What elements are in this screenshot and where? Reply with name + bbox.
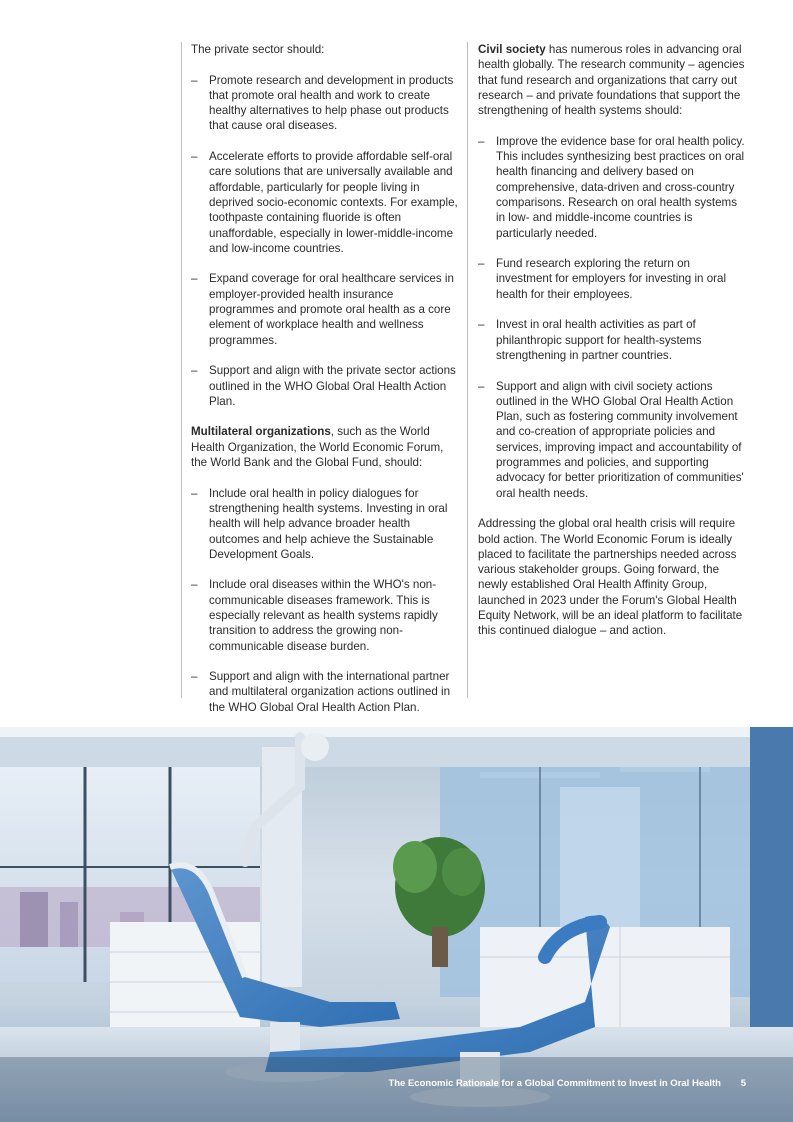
dash-marker: –: [191, 486, 198, 500]
list-item: – Fund research exploring the return on investment for employers for investing in oral health for their employees.: [478, 257, 727, 301]
list-item: – Support and align with the international partner and multilateral organization actions outlined in the WHO Global Oral Health Action Plan.: [191, 670, 451, 714]
civil-society-list: [478, 134, 745, 501]
right-column: [469, 42, 745, 654]
page-footer: [0, 1076, 793, 1094]
dash-marker: –: [478, 379, 485, 393]
dash-marker: –: [191, 364, 198, 378]
private-sector-list: [191, 73, 459, 410]
page-number: 5: [740, 1078, 746, 1089]
footer-report-title: The Economic Rationale for a Global Commitment to Invest in Oral Health: [388, 1078, 721, 1089]
list-item: – Improve the evidence base for oral health policy. This includes synthesizing best practices on oral health financing and delivery based on comprehensive, data-driven and cross-country comparisons. Research on oral health systems in low- and middle-income countries is particularly needed.: [478, 134, 745, 240]
civil-society-lead: Civil society: [478, 43, 546, 56]
dash-marker: –: [478, 318, 485, 332]
list-item: – Include oral health in policy dialogues for strengthening health systems. Investing in oral health will help advance broader health outcomes and help achieve the Sustainable Development Goals.: [191, 486, 448, 561]
dash-marker: –: [191, 73, 198, 87]
list-item: – Accelerate efforts to provide affordable self-oral care solutions that are universally available and affordable, particularly for people living in deprived socio-economic contexts. For example, toothpaste containing fluoride is often unaffordable, especially in lower-middle-income and low-income countries.: [191, 150, 458, 255]
list-item: – Include oral diseases within the WHO's non-communicable diseases framework. This is especially relevant as health systems rapidly transition to address the growing non-communicable disease burden.: [191, 578, 438, 653]
multilateral-lead: Multilateral organizations: [191, 425, 331, 439]
closing-paragraph: Addressing the global oral health crisis will require bold action. The World Economic Forum is ideally placed to facilitate the partnerships needed across various stakeholder groups. Going forward, the newly established Oral Health Affinity Group, launched in 2023 under the Forum's Global Health Equity Network, will be an ideal platform to facilitate this continued dialogue – and action.: [478, 517, 743, 638]
dash-marker: –: [191, 578, 198, 592]
civil-society-intro: Civil society has numerous roles in advancing oral health globally. The research community – agencies that fund research and organizations that carry out research – and private foundations that support the strengthening of health systems should:: [478, 43, 745, 118]
list-item: – Support and align with civil society actions outlined in the WHO Global Oral Health Action Plan, such as fostering community involvement and co-creation of appropriate policies and services, improving impact and accountability of programmes and policies, and supporting advocacy for better prioritization of communities' oral health needs.: [478, 379, 744, 500]
dash-marker: –: [191, 272, 198, 286]
multilateral-list: [191, 486, 459, 715]
left-column: [181, 42, 468, 714]
dash-marker: –: [478, 257, 485, 271]
dash-marker: –: [191, 670, 198, 684]
dental-clinic-photo: [0, 727, 793, 1122]
multilateral-intro: Multilateral organizations, such as the World Health Organization, the World Economic Forum, the World Bank and the Global Fund, should:: [191, 425, 444, 470]
list-item: – Invest in oral health activities as part of philanthropic support for health-systems strengthening in partner countries.: [478, 318, 702, 362]
dental-clinic-illustration: [0, 727, 793, 1122]
dash-marker: –: [191, 150, 198, 164]
list-item: – Expand coverage for oral healthcare services in employer-provided health insurance programmes and promote oral health as a core element of workplace health and wellness programmes.: [191, 272, 454, 347]
dash-marker: –: [478, 134, 485, 148]
private-sector-intro: The private sector should:: [191, 43, 325, 56]
list-item: – Promote research and development in products that promote oral health and work to create healthy alternatives to help phase out products that cause oral diseases.: [191, 73, 454, 133]
list-item: – Support and align with the private sector actions outlined in the WHO Global Oral Health Action Plan.: [191, 364, 456, 408]
